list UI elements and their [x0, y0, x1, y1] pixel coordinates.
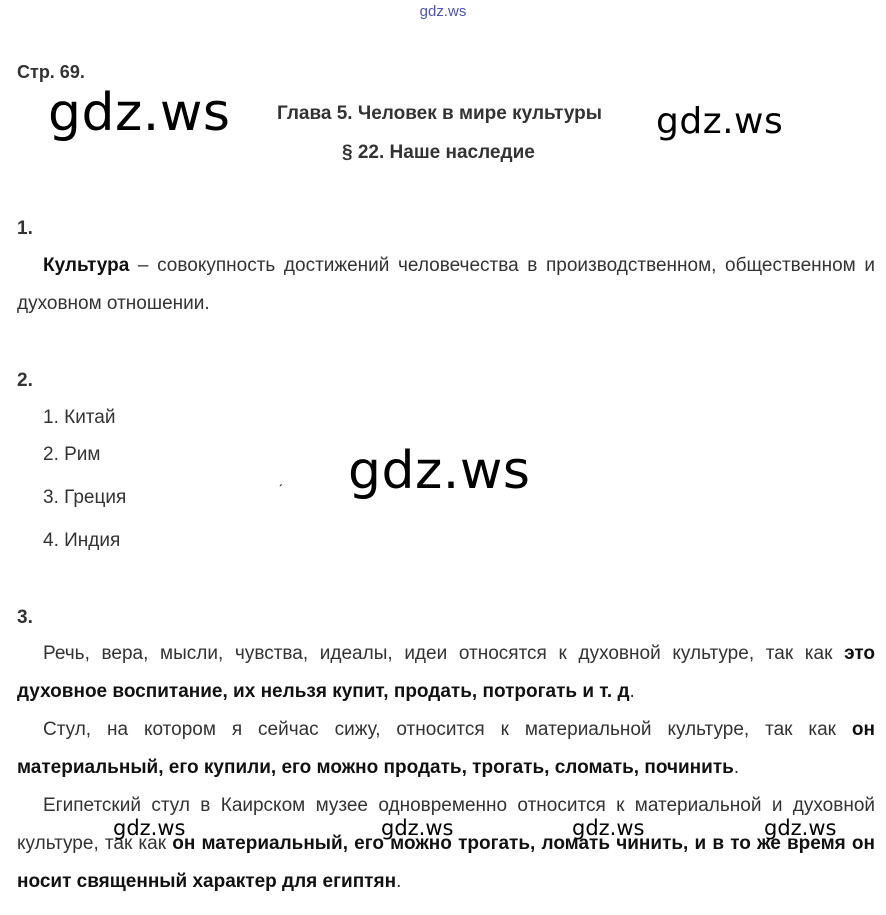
watermark-right: gdz.ws: [656, 101, 784, 142]
section-title: § 22. Наше наследие: [342, 142, 535, 163]
paragraph-text: Стул, на котором я сейчас сижу, относится к материальной культуре, так как: [43, 719, 852, 740]
paragraph-bold: он материальный, его купили, его можно продать, трогать, сломать, починить: [17, 719, 875, 778]
list-item: 3. Греция: [43, 487, 127, 508]
question-3-paragraph-1: [17, 635, 875, 711]
paragraph-end: .: [396, 871, 402, 892]
paragraph-end: .: [733, 757, 740, 778]
chapter-title: Глава 5. Человек в мире культуры: [277, 103, 602, 124]
question-1-answer: [17, 247, 875, 323]
list-item: 1. Китай: [43, 407, 116, 428]
paragraph-text: Речь, вера, мысли, чувства, идеалы, идеи относятся к духовной культуре, так как: [43, 643, 845, 664]
stray-mark: ˊ: [278, 483, 284, 500]
list-item: 4. Индия: [43, 530, 121, 551]
paragraph-bold: это духовное воспитание, их нельзя купит, продать, потрогать и т. д: [17, 643, 875, 702]
watermark-bottom: gdz.ws: [113, 816, 186, 840]
question-2-number: 2.: [17, 370, 33, 391]
watermark-left: gdz.ws: [48, 83, 231, 143]
question-1-number: 1.: [17, 218, 33, 239]
paragraph-text: Египетский стул в Каирском музее одновременно относится к материальной и духовной культуре, так как: [17, 795, 875, 854]
question-3-paragraph-2: [17, 711, 875, 787]
page-reference: Стр. 69.: [17, 62, 85, 82]
term-definition: – совокупность достижений человечества в производственном, общественном и духовном отношении.: [17, 255, 875, 314]
paragraph-end: .: [629, 681, 635, 702]
question-3-paragraph-3: [17, 787, 875, 901]
watermark-bottom: gdz.ws: [381, 816, 454, 840]
watermark-bottom: gdz.ws: [572, 816, 645, 840]
paragraph-bold: он материальный, его можно трогать, ломать чинить, и в то же время он носит священный характер для египтян: [17, 833, 876, 892]
term-culture: Культура: [43, 255, 130, 276]
watermark-center: gdz.ws: [348, 441, 531, 501]
watermark-bottom: gdz.ws: [764, 816, 837, 840]
list-item: 2. Рим: [43, 444, 101, 465]
question-3-number: 3.: [17, 607, 33, 628]
watermark-top: gdz.ws: [419, 3, 467, 20]
